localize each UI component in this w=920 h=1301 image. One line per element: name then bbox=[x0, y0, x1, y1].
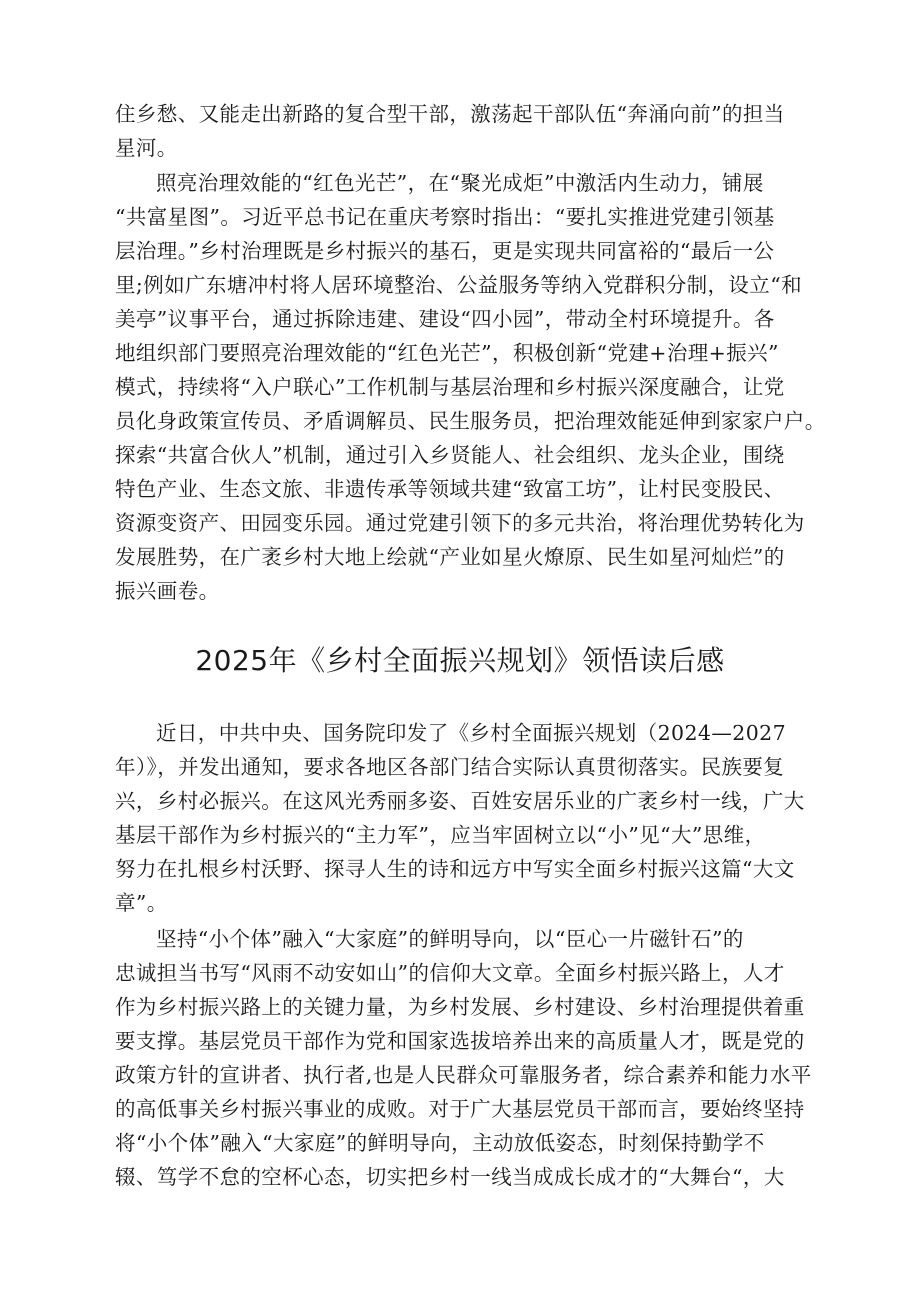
text-line: 将“小个体”融入“大家庭”的鲜明导向，主动放低姿态，时刻保持勤学不 bbox=[115, 1131, 765, 1155]
text-line: 辍、笃学不怠的空杯心态，切实把乡村一线当成成长成才的“大舞台“，大 bbox=[115, 1165, 785, 1189]
text-line: “共富星图”。习近平总书记在重庆考察时指出：“要扎实推进党建引领基 bbox=[115, 205, 775, 229]
text-line: 作为乡村振兴路上的关键力量，为乡村发展、乡村建设、乡村治理提供着重 bbox=[115, 995, 805, 1019]
text-line: 章”。 bbox=[115, 891, 168, 915]
text-line: 照亮治理效能的“红色光芒”，在“聚光成炬”中激活内生动力，铺展 bbox=[156, 171, 764, 195]
text-line: 年）》，并发出通知，要求各地区各部门结合实际认真贯彻落实。民族要复 bbox=[115, 755, 785, 779]
text-line: 探索“共富合伙人”机制，通过引入乡贤能人、社会组织、龙头企业，围绕 bbox=[115, 443, 785, 467]
text-line: 政策方针的宣讲者、执行者,也是人民群众可靠服务者，综合素养和能力水平 bbox=[115, 1063, 812, 1087]
text-line: 近日，中共中央、国务院印发了《乡村全面振兴规划（2024—2027 bbox=[156, 721, 787, 745]
text-line: 员化身政策宣传员、矛盾调解员、民生服务员，把治理效能延伸到家家户户。 bbox=[115, 409, 826, 433]
text-line: 基层干部作为乡村振兴的“主力军”，应当牢固树立以“小”见“大”思维， bbox=[115, 823, 766, 847]
text-line: 要支撑。基层党员干部作为党和国家选拔培养出来的高质量人才，既是党的 bbox=[115, 1029, 805, 1053]
article-title: 2025年《乡村全面振兴规划》领悟读后感 bbox=[195, 644, 725, 677]
text-line: 特色产业、生态文旅、非遗传承等领域共建“致富工坊”，让村民变股民、 bbox=[115, 477, 785, 501]
text-line: 地组织部门要照亮治理效能的“红色光芒”，积极创新“党建+治理+振兴” bbox=[115, 341, 779, 365]
text-line: 住乡愁、又能走出新路的复合型干部，激荡起干部队伍“奔涌向前”的担当 bbox=[115, 102, 785, 126]
text-line: 的高低事关乡村振兴事业的成败。对于广大基层党员干部而言，要始终坚持 bbox=[115, 1097, 805, 1121]
text-line: 兴，乡村必振兴。在这风光秀丽多姿、百姓安居乐业的广袤乡村一线，广大 bbox=[115, 789, 805, 813]
text-line: 努力在扎根乡村沃野、探寻人生的诗和远方中写实全面乡村振兴这篇“大文 bbox=[115, 857, 795, 881]
text-line: 振兴画卷。 bbox=[115, 579, 220, 603]
text-line: 发展胜势，在广袤乡村大地上绘就“产业如星火燎原、民生如星河灿烂”的 bbox=[115, 545, 785, 569]
text-line: 里;例如广东塘冲村将人居环境整治、公益服务等纳入党群积分制，设立“和 bbox=[115, 273, 802, 297]
text-line: 美亭”议事平台，通过拆除违建、建设“四小园”，带动全村环境提升。各 bbox=[115, 307, 775, 331]
text-line: 星河。 bbox=[115, 136, 178, 160]
text-line: 层治理。”乡村治理既是乡村振兴的基石，更是实现共同富裕的“最后一公 bbox=[115, 239, 775, 263]
text-line: 坚持“小个体”融入“大家庭”的鲜明导向，以“臣心一片磁针石”的 bbox=[156, 927, 744, 951]
text-line: 资源变资产、田园变乐园。通过党建引领下的多元共治，将治理优势转化为 bbox=[115, 511, 805, 535]
text-line: 忠诚担当书写“风雨不动安如山”的信仰大文章。全面乡村振兴路上，人才 bbox=[115, 961, 785, 985]
text-line: 模式，持续将“入户联心”工作机制与基层治理和乡村振兴深度融合，让党 bbox=[115, 375, 785, 399]
